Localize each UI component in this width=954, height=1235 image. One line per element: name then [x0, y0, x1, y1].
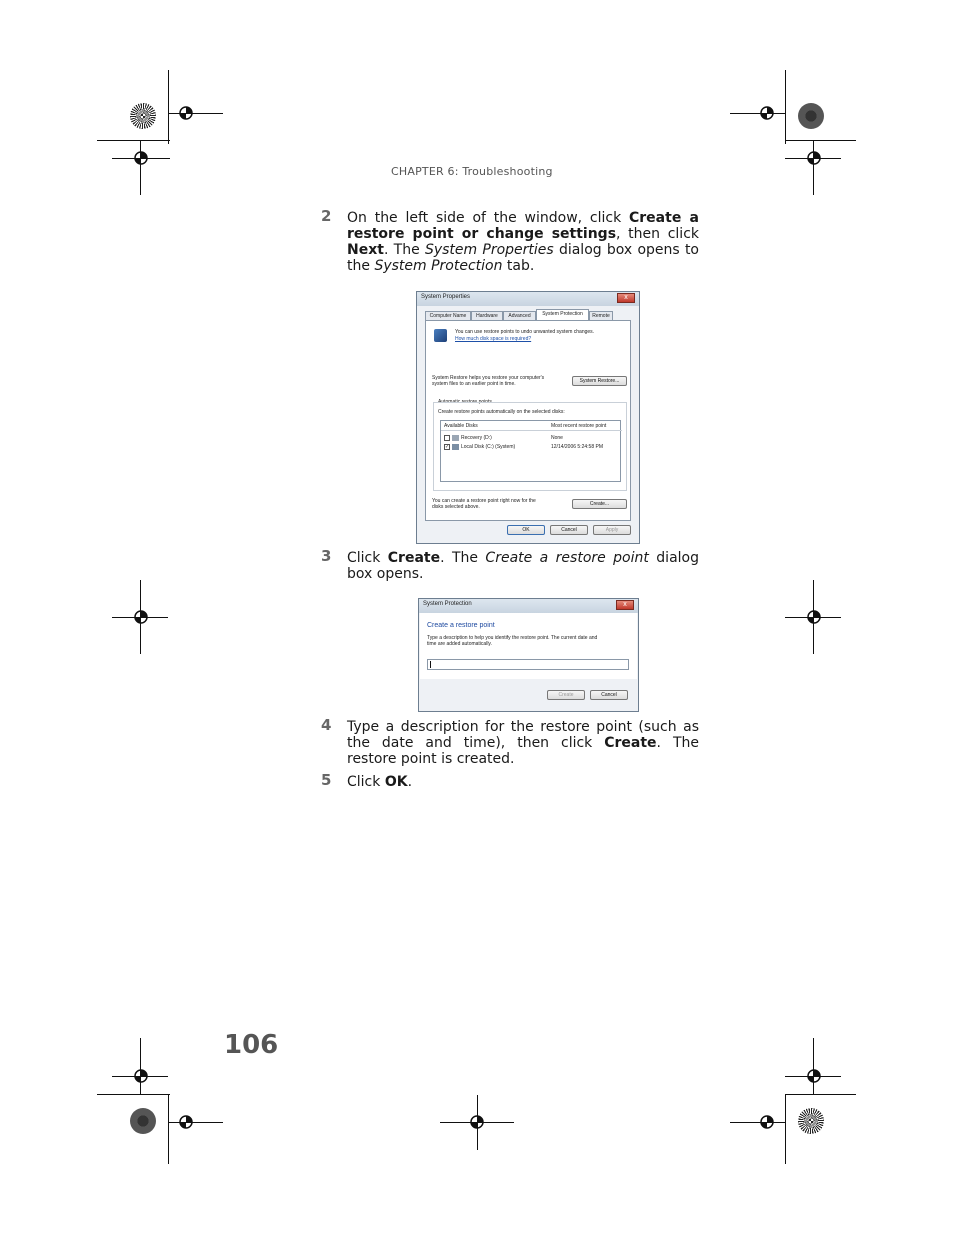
recent-restore: None — [551, 435, 563, 441]
create-text: disks selected above. — [432, 504, 480, 510]
crop-mark — [168, 70, 169, 144]
crop-mark — [168, 1094, 169, 1164]
registration-crosshair-icon — [171, 1107, 201, 1137]
system-restore-button[interactable]: System Restore... — [572, 376, 627, 386]
step-number: 3 — [321, 547, 332, 565]
tab-advanced[interactable]: Advanced — [503, 311, 536, 321]
restore-text: system files to an earlier point in time. — [432, 381, 516, 387]
crop-mark — [785, 70, 786, 144]
registration-crosshair-icon — [171, 98, 201, 128]
drive-icon — [452, 435, 459, 441]
dialog-title: System Properties — [421, 294, 471, 300]
dialog-description: Type a description to help you identify the restore point. The current date and — [427, 635, 598, 641]
dialog-description: time are added automatically. — [427, 641, 492, 647]
shield-icon — [434, 329, 447, 342]
disk-space-link[interactable]: How much disk space is required? — [455, 336, 532, 342]
registration-dial-icon — [798, 103, 824, 129]
tab-hardware[interactable]: Hardware — [471, 311, 503, 321]
crop-mark — [785, 158, 841, 159]
step-number: 5 — [321, 771, 332, 789]
dialog-heading: Create a restore point — [427, 622, 495, 629]
step-2-text: On the left side of the window, click Create a restore point or change settings, then click Next. The System Properties dialog box opens to the System Protection tab. — [347, 210, 700, 274]
disk-checkbox[interactable] — [444, 435, 450, 441]
close-icon[interactable]: x — [617, 293, 635, 303]
crop-mark — [97, 1094, 170, 1095]
registration-crosshair-icon — [126, 1061, 156, 1091]
recent-restore: 12/14/2006 5:24:58 PM — [551, 444, 603, 450]
registration-dial-icon — [130, 1108, 156, 1134]
running-header — [391, 165, 553, 178]
column-header: Available Disks — [444, 423, 478, 429]
tab-computer-name[interactable]: Computer Name — [425, 311, 471, 321]
tab-remote[interactable]: Remote — [589, 311, 613, 321]
dialog-title: System Protection — [423, 601, 472, 607]
chapter-label: CHAPTER 6 — [391, 165, 455, 178]
description-input[interactable] — [427, 659, 629, 670]
registration-crosshair-icon — [799, 602, 829, 632]
step-3-text: Click Create. The Create a restore point dialog box opens. — [347, 550, 699, 582]
disks-table — [440, 420, 621, 482]
step-number: 4 — [321, 716, 332, 734]
dialog-titlebar — [417, 292, 639, 306]
crop-mark — [785, 140, 856, 141]
header-divider — [441, 430, 622, 431]
tab-system-protection[interactable]: System Protection — [536, 309, 589, 320]
registration-crosshair-icon — [126, 602, 156, 632]
registration-dial-icon — [130, 103, 156, 129]
disk-checkbox[interactable]: ✓ — [445, 444, 450, 450]
ok-button[interactable]: OK — [507, 525, 545, 535]
info-text: You can use restore points to undo unwanted system changes. — [455, 329, 595, 335]
section-label: Troubleshooting — [462, 165, 553, 178]
crop-mark — [785, 1094, 786, 1164]
registration-crosshair-icon — [752, 98, 782, 128]
registration-crosshair-icon — [462, 1107, 492, 1137]
header-separator: : — [454, 165, 463, 178]
dialog-titlebar — [419, 599, 638, 613]
group-label: Automatic restore points — [438, 399, 492, 405]
column-header: Most recent restore point — [551, 423, 607, 429]
system-protection-dialog — [418, 598, 639, 712]
system-properties-dialog — [416, 291, 640, 544]
create-button[interactable]: Create... — [572, 499, 627, 509]
registration-crosshair-icon — [799, 1061, 829, 1091]
crop-mark — [97, 140, 170, 141]
cancel-button[interactable]: Cancel — [550, 525, 588, 535]
crop-mark — [785, 1094, 856, 1095]
group-description: Create restore points automatically on the selected disks: — [438, 409, 565, 415]
text-cursor — [430, 661, 431, 668]
step-4-text: Type a description for the restore point (such as the date and time), then click Create. The restore point is created. — [347, 719, 699, 767]
registration-crosshair-icon — [752, 1107, 782, 1137]
disk-name: Recovery (D:) — [461, 435, 492, 441]
drive-icon — [452, 444, 459, 450]
close-icon[interactable]: x — [616, 600, 634, 610]
create-button[interactable]: Create — [547, 690, 585, 700]
restore-text: System Restore helps you restore your computer's — [432, 375, 545, 381]
step-number: 2 — [321, 207, 332, 225]
create-text: You can create a restore point right now for the — [432, 498, 536, 504]
disk-name: Local Disk (C:) (System) — [461, 444, 516, 450]
tab-panel — [425, 320, 631, 521]
registration-dial-icon — [798, 1108, 824, 1134]
apply-button[interactable]: Apply — [593, 525, 631, 535]
crop-mark — [112, 158, 170, 159]
cancel-button[interactable]: Cancel — [590, 690, 628, 700]
step-5-text: Click OK. — [347, 774, 413, 790]
page-number: 106 — [224, 1030, 279, 1060]
